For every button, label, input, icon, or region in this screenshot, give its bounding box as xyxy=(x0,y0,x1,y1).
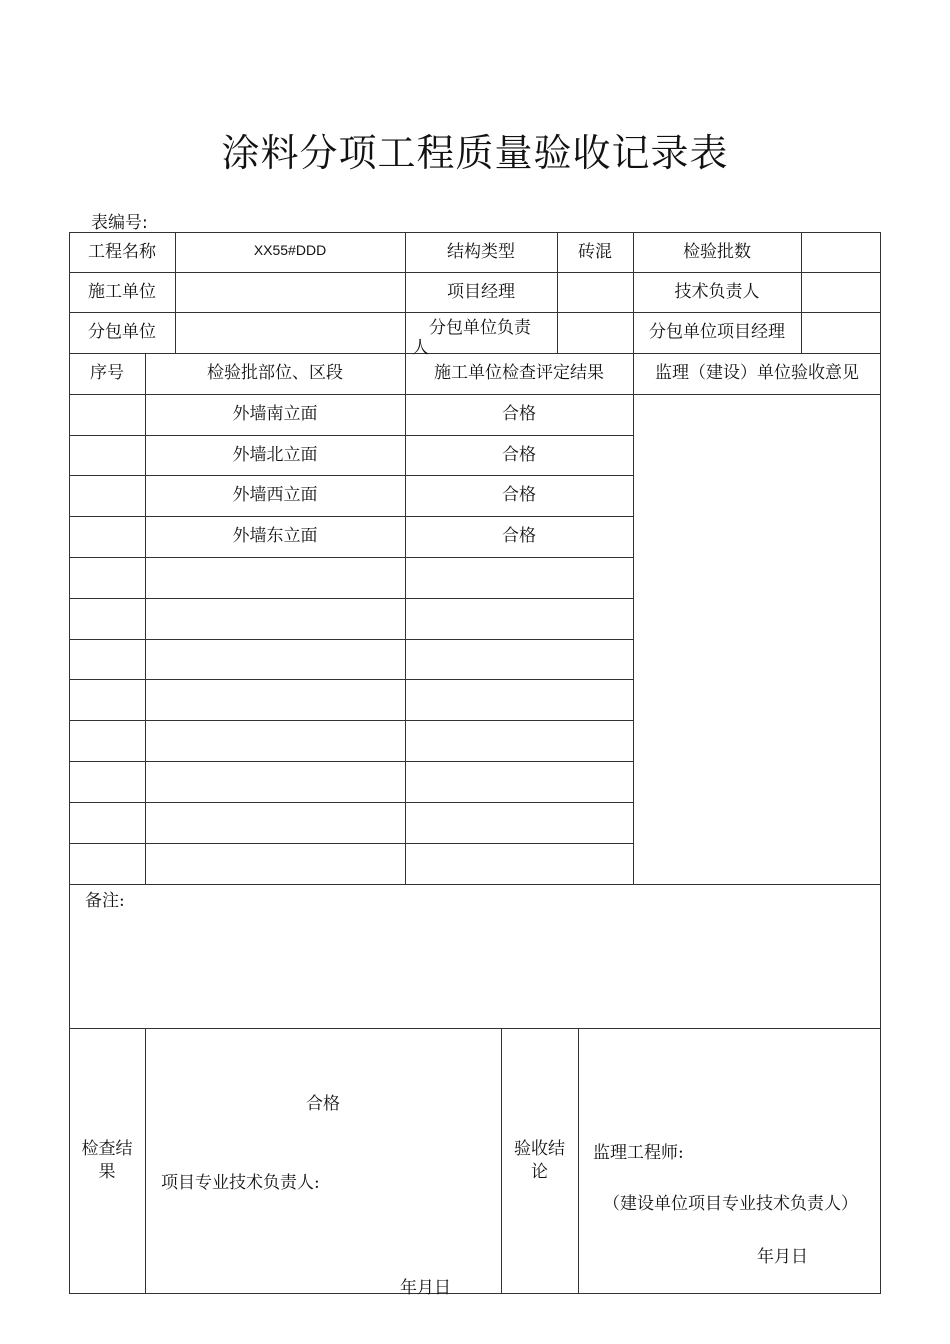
page-title: 涂料分项工程质量验收记录表 xyxy=(221,131,729,175)
row-result xyxy=(405,598,633,639)
supervisor-opinion-cell xyxy=(633,394,881,884)
row-result xyxy=(405,843,633,884)
header-opinion: 监理（建设）单位验收意见 xyxy=(655,363,859,384)
check-result-label-line2: 果 xyxy=(98,1162,116,1182)
row-no xyxy=(69,394,145,435)
row-result xyxy=(405,802,633,843)
row-no xyxy=(69,843,145,884)
construction-unit-value xyxy=(175,272,405,312)
batch-count-value xyxy=(801,232,881,272)
header-result: 施工单位检查评定结果 xyxy=(434,363,604,384)
construction-unit-label: 施工单位 xyxy=(88,281,156,302)
acceptance-label-line1: 验收结 xyxy=(514,1139,565,1160)
row-location: 外墙东立面 xyxy=(232,526,318,547)
acceptance-label-line2: 论 xyxy=(531,1162,548,1182)
row-location xyxy=(145,720,405,761)
row-no xyxy=(69,475,145,516)
owner-tech-lead-note: （建设单位项目专业技术负责人） xyxy=(603,1194,858,1214)
row-result xyxy=(405,679,633,720)
row-location: 外墙南立面 xyxy=(232,404,318,425)
remarks-label: 备注: xyxy=(85,891,125,911)
row-result xyxy=(405,639,633,679)
row-location xyxy=(145,761,405,802)
subcontractor-value xyxy=(175,312,405,353)
row-result xyxy=(405,557,633,598)
row-result xyxy=(405,720,633,761)
sub-pm-value xyxy=(801,312,881,353)
row-no xyxy=(69,435,145,475)
supervising-engineer-sign: 监理工程师: xyxy=(593,1143,684,1163)
row-location xyxy=(145,843,405,884)
row-location: 外墙西立面 xyxy=(232,485,318,506)
project-name-value: XX55#DDD xyxy=(253,241,327,258)
divider xyxy=(69,1028,881,1029)
row-result xyxy=(405,761,633,802)
structure-type-value: 砖混 xyxy=(578,241,612,262)
check-date: 年月日 xyxy=(400,1278,451,1298)
header-location: 检验批部位、区段 xyxy=(207,363,343,384)
row-no xyxy=(69,802,145,843)
acceptance-date: 年月日 xyxy=(757,1247,808,1267)
structure-type-label: 结构类型 xyxy=(447,241,515,262)
row-no xyxy=(69,679,145,720)
row-result: 合格 xyxy=(502,485,536,506)
row-location xyxy=(145,679,405,720)
row-location xyxy=(145,598,405,639)
project-manager-label: 项目经理 xyxy=(447,281,515,302)
project-name-label: 工程名称 xyxy=(88,241,156,262)
check-result-value: 合格 xyxy=(306,1094,340,1114)
row-result: 合格 xyxy=(502,526,536,547)
row-location: 外墙北立面 xyxy=(232,444,318,465)
check-result-label xyxy=(69,1028,145,1294)
row-result: 合格 xyxy=(502,444,536,465)
tech-lead-label: 技术负责人 xyxy=(674,281,760,302)
divider xyxy=(145,1028,146,1294)
sub-lead-label: 分包单位负责 xyxy=(429,318,531,338)
row-location xyxy=(145,639,405,679)
form-number-label: 表编号: xyxy=(91,213,148,233)
row-location xyxy=(145,557,405,598)
batch-count-label: 检验批数 xyxy=(683,241,751,262)
project-tech-lead-sign: 项目专业技术负责人: xyxy=(161,1173,320,1193)
project-manager-value xyxy=(557,272,633,312)
acceptance-label xyxy=(501,1028,578,1294)
row-location xyxy=(145,802,405,843)
tech-lead-value xyxy=(801,272,881,312)
row-no xyxy=(69,761,145,802)
sub-pm-label: 分包单位项目经理 xyxy=(649,322,785,343)
sub-lead-label-wrap: 人 xyxy=(412,338,429,358)
row-no xyxy=(69,598,145,639)
header-no: 序号 xyxy=(90,363,124,384)
subcontractor-label: 分包单位 xyxy=(88,322,156,343)
divider xyxy=(69,884,881,885)
row-no xyxy=(69,639,145,679)
check-result-label-line1: 检查结 xyxy=(81,1139,133,1160)
row-no xyxy=(69,557,145,598)
row-result: 合格 xyxy=(502,404,536,425)
divider xyxy=(578,1028,579,1294)
row-no xyxy=(69,516,145,557)
sub-lead-value xyxy=(557,312,633,353)
row-no xyxy=(69,720,145,761)
